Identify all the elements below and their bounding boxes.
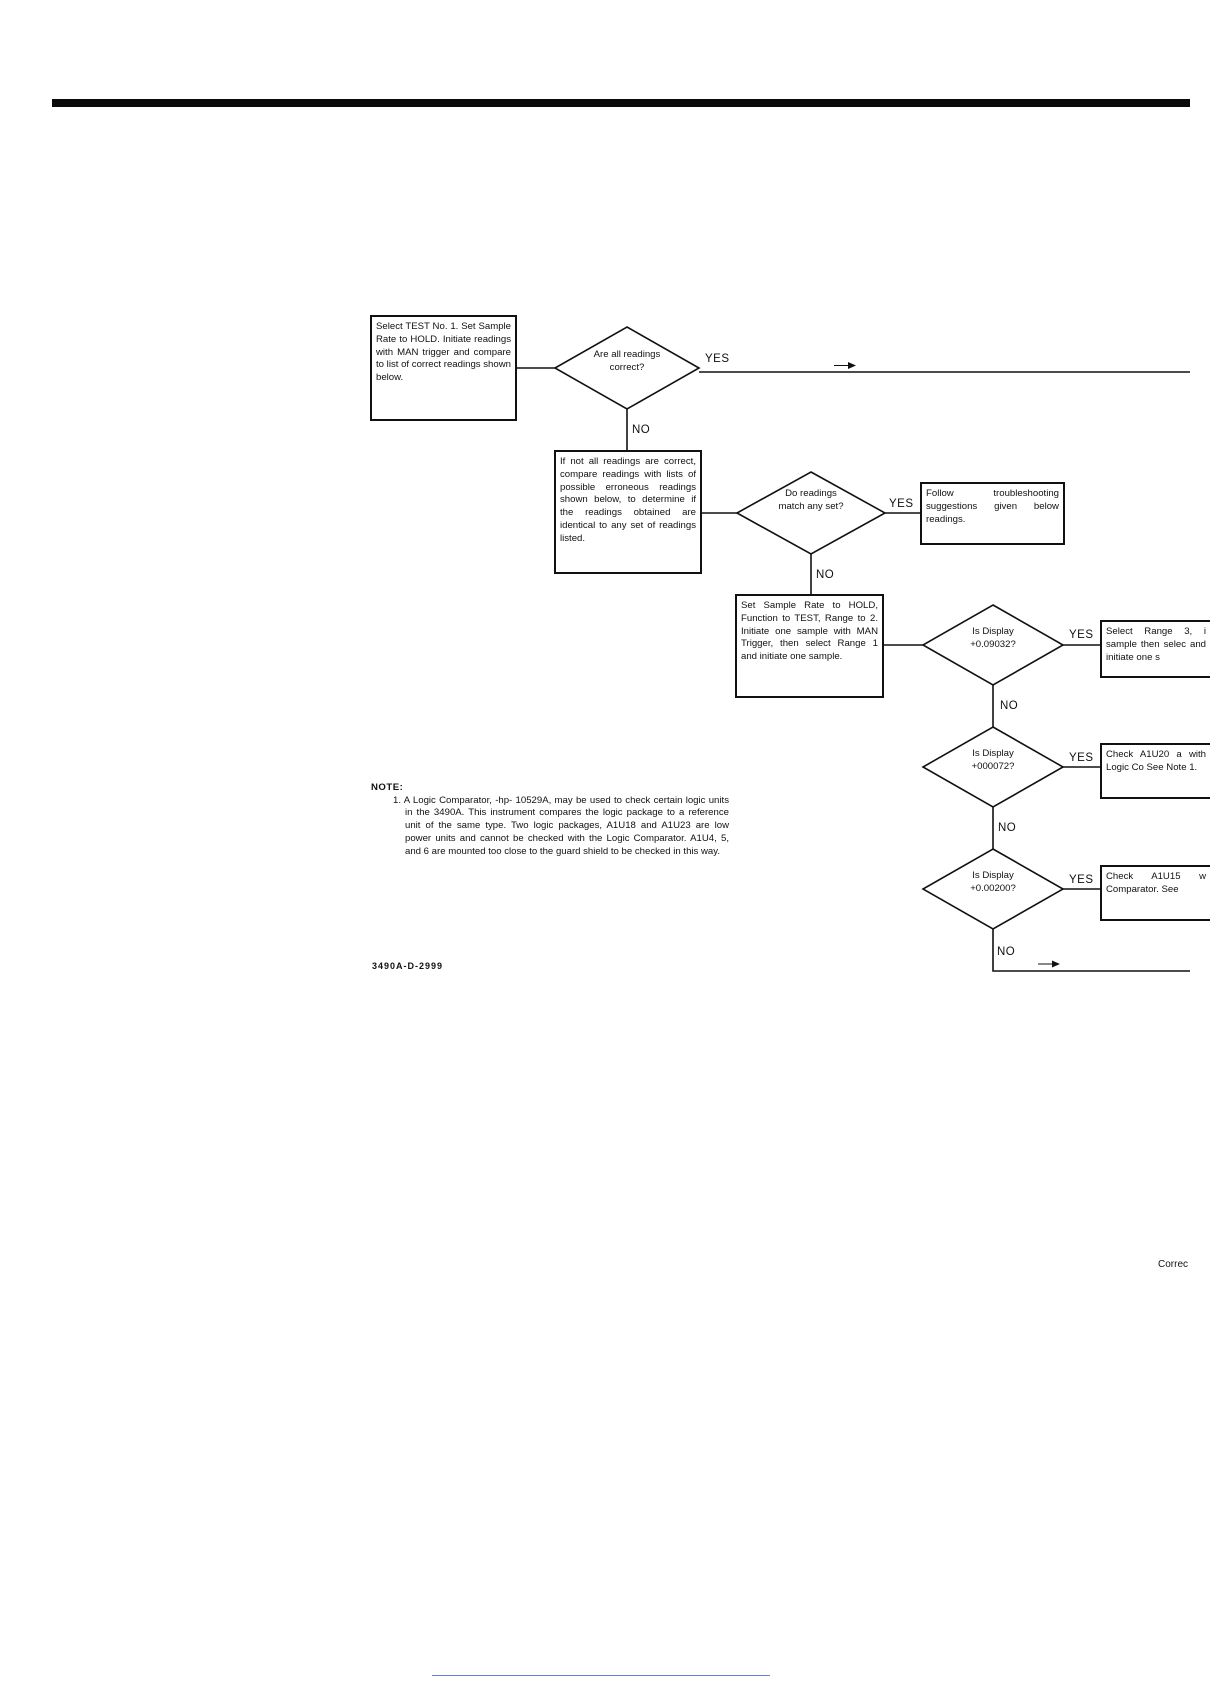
yes-label-3: YES [1069, 629, 1094, 641]
yes-label-2: YES [889, 498, 914, 510]
hold-box-text: Set Sample Rate to HOLD, Function to TEST, Range to 2. Initiate one sample with MAN Trigger, then select Range 1 and initiate one sample. [741, 600, 878, 663]
decision-1-text: Are all readings correct? [593, 349, 661, 373]
flow-arrow-bottom [1038, 961, 1060, 968]
yes-label-4: YES [1069, 752, 1094, 764]
yes-label-1: YES [705, 353, 730, 365]
no-label-5: NO [997, 946, 1016, 958]
bottom-rule [432, 1675, 770, 1676]
flow-arrow-top [834, 362, 856, 369]
start-box [370, 315, 517, 421]
yes-label-5: YES [1069, 874, 1094, 886]
corner-text: Correc [1158, 1259, 1189, 1270]
select-range3-box [1100, 620, 1210, 678]
no-label-4: NO [998, 822, 1017, 834]
no-label-2: NO [816, 569, 835, 581]
start-box-text: Select TEST No. 1. Set Sample Rate to HOLD. Initiate readings with MAN trigger and compare to list of correct readings shown below. [376, 321, 511, 384]
decision-4-text: Is Display +000072? [971, 748, 1015, 772]
follow-troubleshooting-box [920, 482, 1065, 545]
check-u20-text: Check A1U20 a with Logic Co See Note 1. [1106, 749, 1206, 773]
no-label-3: NO [1000, 700, 1019, 712]
no-label-1: NO [632, 424, 651, 436]
follow-box-text: Follow troubleshooting suggestions given below readings. [926, 488, 1059, 525]
set-hold-box [735, 594, 884, 698]
compare-readings-box [554, 450, 702, 574]
range3-box-text: Select Range 3, i sample then selec and initiate one s [1106, 626, 1206, 663]
note-item-1: 1. A Logic Comparator, -hp- 10529A, may be used to check certain logic units in the 3490A. This instrument compares the logic package to a reference unit of the same type. Two logic packages, A1U18 and A1U23 are low power units and cannot be checked with the Logic Comparator. A1U4, 5, and 6 are mounted too close to the guard shield to be checked in this way. [393, 794, 729, 857]
note-block [371, 782, 729, 858]
figure-number: 3490A-D-2999 [372, 961, 444, 971]
decision-3-text: Is Display +0.09032? [970, 626, 1016, 650]
decision-2-text: Do readings match any set? [778, 488, 844, 512]
note-heading: NOTE: [371, 782, 404, 793]
check-a1u20-box [1100, 743, 1210, 799]
decision-5-text: Is Display +0.00200? [970, 870, 1016, 894]
check-u15-text: Check A1U15 w Comparator. See [1106, 871, 1206, 895]
compare-box-text: If not all readings are correct, compare readings with lists of possible erroneous readings shown below, to determine if the readings obtained are identical to any set of readings listed. [560, 456, 696, 544]
check-a1u15-box [1100, 865, 1210, 921]
